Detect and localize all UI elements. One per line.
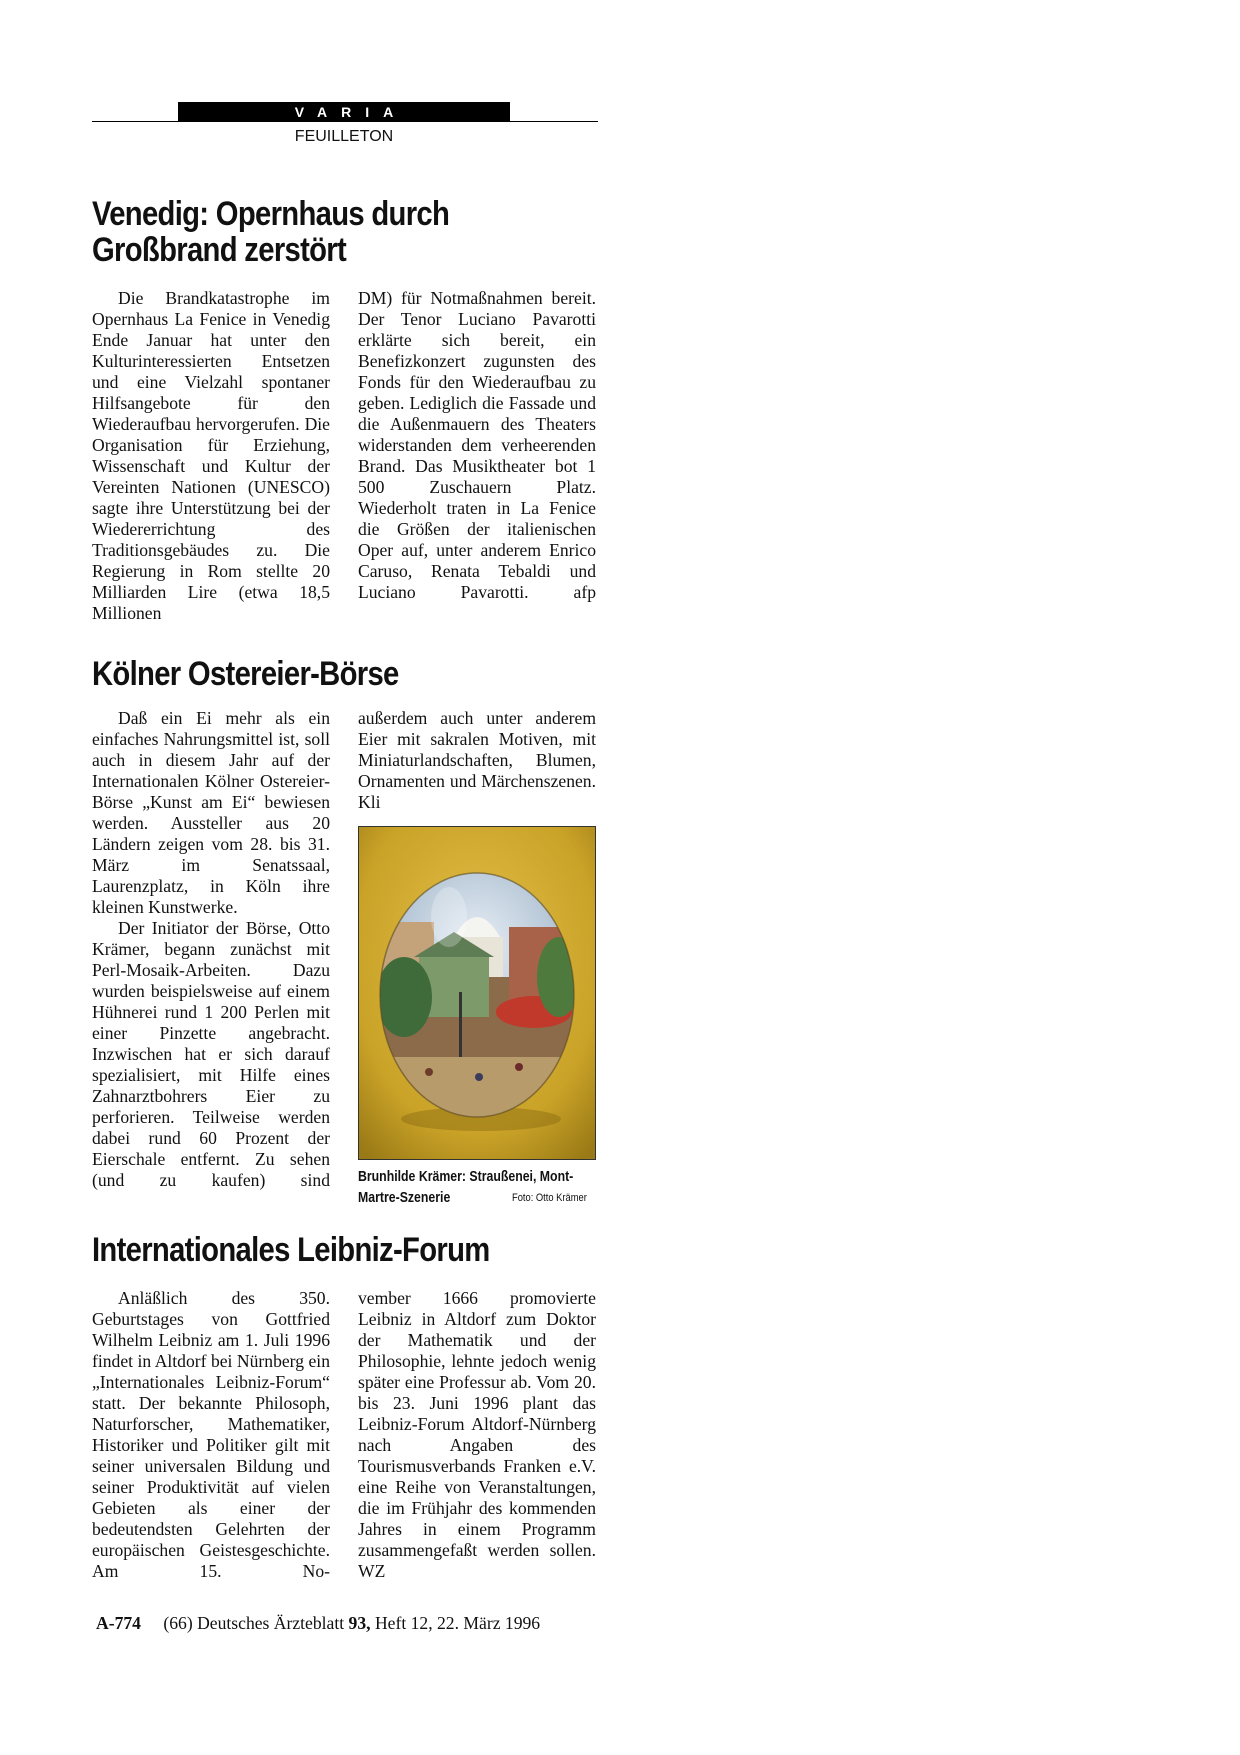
photo-caption: Brunhilde Krämer: Straußenei, Mont-Martre-Szenerie [358, 1168, 574, 1206]
subsection-label: FEUILLETON [294, 128, 394, 145]
painted-egg-photo [358, 826, 596, 1160]
article-text-body: außerdem auch unter anderem Eier mit sakralen Motiven, mit Miniaturlandschaften, Blumen, Ornamenten und Märchenszenen. [358, 708, 596, 791]
headline-line: Kölner Ostereier-Börse [92, 655, 399, 693]
article-venedig-col-right [358, 288, 596, 603]
headline-line: Internationales Leibniz-Forum [92, 1231, 490, 1269]
page-number: A-774 [96, 1613, 141, 1633]
section-bar [178, 102, 510, 122]
article-text: Daß ein Ei mehr als ein einfaches Nahrungsmittel ist, soll auch in diesem Jahr auf der Internationalen Kölner Ostereier-Börse „Kunst am Ei“ bewiesen werden. Aussteller aus 20 Ländern zeigen vom 28. bis 31. März im Senatssaal, Laurenzplatz, in Köln ihre kleinen Kunstwerke. [92, 708, 330, 917]
article-text [358, 288, 596, 603]
headline-line: Großbrand zerstört [92, 231, 347, 269]
article-venedig-col-left [92, 288, 330, 624]
article-leibniz-col-left [92, 1288, 330, 1582]
article-leibniz-col-right [358, 1288, 596, 1582]
photo-credit: Foto: Otto Krämer [512, 1192, 587, 1204]
journal-name: (66) Deutsches Ärzteblatt [163, 1613, 345, 1633]
article-text-body: DM) für Notmaßnahmen bereit. Der Tenor Luciano Pavarotti erklärte sich bereit, ein Benefizkonzert zugunsten des Fonds für den Wiederaufbau zu geben. Lediglich die Fassade und die Außenmauern des Theaters widerstanden dem verheerenden Brand. Das Musiktheater bot 1 500 Zuschauern Platz. Wiederholt traten in La Fenice die Größen der italienischen Oper auf, unter anderem Enrico Caruso, Renata Tebaldi und Luciano Pavarotti. [358, 288, 596, 602]
page-footer [96, 1613, 540, 1634]
author-signature: afp [573, 582, 596, 602]
author-signature: WZ [358, 1561, 386, 1581]
journal-volume: 93, [348, 1613, 371, 1633]
painted-egg-illustration [359, 827, 595, 1159]
article-text: Die Brandkatastrophe im Opernhaus La Fenice in Venedig Ende Januar hat unter den Kulturinteressierten Entsetzen und eine Vielzahl spontaner Hilfsangebote für den Wiederaufbau hervorgerufen. Die Organisation für Erziehung, Wissenschaft und Kultur der Vereinten Nationen (UNESCO) sagte ihre Unterstützung bei der Wiedererrichtung des Traditionsgebäudes zu. Die Regierung in Rom stellte 20 Milliarden Lire (etwa 18,5 Millionen [92, 288, 330, 623]
article-text: Anläßlich des 350. Geburtstages von Gottfried Wilhelm Leibniz am 1. Juli 1996 findet in Altdorf bei Nürnberg ein „Internationales Leibniz-Forum“ statt. Der bekannte Philosoph, Naturforscher, Mathematiker, Historiker und Politiker gilt mit seiner universalen Bildung und seiner Produktivität auf vielen Gebieten als einer der bedeutendsten Gelehrten der europäischen Geistesgeschichte. Am 15. No- [92, 1288, 330, 1581]
article-venedig-headline [92, 196, 539, 268]
article-text [358, 1288, 596, 1582]
author-signature: Kli [358, 792, 381, 812]
article-ostereier-col-left [92, 708, 330, 1191]
article-text-body: vember 1666 promovierte Leibniz in Altdorf zum Doktor der Mathematik und der Philosophie, lehnte jedoch wenig später eine Professur ab. Vom 20. bis 23. Juni 1996 plant das Leibniz-Forum Altdorf-Nürnberg nach Angaben des Tourismusverbands Franken e.V. eine Reihe von Veranstaltungen, die im Frühjahr des kommenden Jahres in einem Programm zusammengefaßt werden sollen. [358, 1288, 596, 1560]
section-label: VARIA [294, 104, 408, 120]
article-text [358, 708, 596, 813]
headline-line: Venedig: Opernhaus durch [92, 195, 450, 233]
article-leibniz-headline [92, 1232, 539, 1268]
article-ostereier-headline [92, 656, 539, 692]
header-rule [92, 121, 598, 122]
journal-issue: Heft 12, 22. März 1996 [374, 1613, 541, 1633]
article-text: Der Initiator der Börse, Otto Krämer, begann zunächst mit Perl-Mosaik-Arbeiten. Dazu wurden beispielsweise auf einem Hühnerei rund 1 200 Perlen mit einer Pinzette angebracht. Inzwischen hat er sich darauf spezialisiert, mit Hilfe eines Zahnarztbohrers Eier zu perforieren. Teilweise werden dabei rund 60 Prozent der Eierschale entfernt. Zu sehen (und zu kaufen) sind [92, 918, 330, 1190]
article-ostereier-col-right [358, 708, 596, 813]
